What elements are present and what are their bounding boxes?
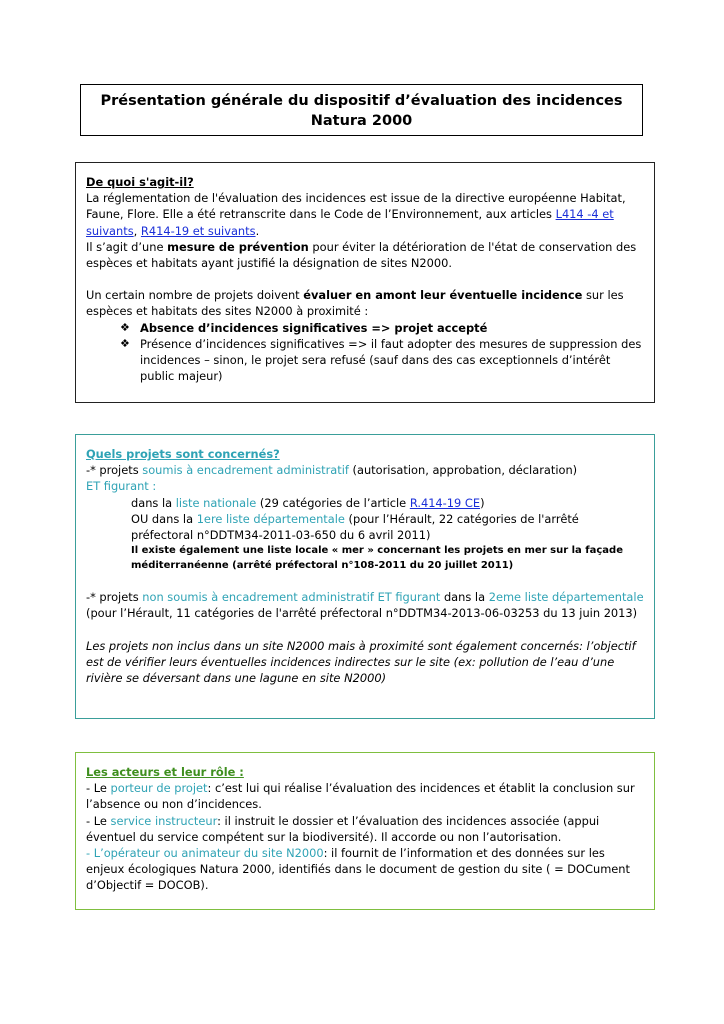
- text: ): [480, 495, 485, 510]
- text: - Le: [86, 781, 111, 796]
- list-item: ❖ Absence d’incidences significatives => projet accepté: [120, 320, 644, 336]
- highlight-text: service instructeur: [110, 813, 218, 828]
- text: (autorisation, approbation, déclaration): [348, 463, 578, 478]
- text: .: [255, 223, 260, 238]
- highlight-text: porteur de projet: [110, 781, 208, 796]
- section-heading: Les acteurs et leur rôle :: [86, 765, 244, 779]
- list-item: ❖ Présence d’incidences significatives => il faut adopter des mesures de suppression des incidences – sinon, le projet sera refusé (sauf dans des cas exceptionnels d’intérêt public majeur): [120, 336, 644, 385]
- line-and-listed: ET figurant :: [86, 479, 157, 494]
- role-site-operator: [86, 845, 644, 894]
- text: (29 catégories de l’article: [256, 495, 410, 510]
- text: : c’est lui qui réalise l’évaluation des incidences et établit la conclusion sur l’absence ou non d’incidences.: [86, 781, 635, 812]
- text: : il fournit de l’information et des données sur les enjeux écologiques Natura 2000, identifiés dans le document de gestion du site ( = DOCument d’Objectif = DOCOB).: [86, 846, 630, 893]
- text: -* projets: [86, 463, 143, 478]
- section-heading: Quels projets sont concernés?: [86, 447, 280, 461]
- text: (pour l’Hérault, 22 catégories de l'arrêté préfectoral n°DDTM34-2011-03-650 du 6 avril 2011): [131, 511, 579, 543]
- bold-text: évaluer en amont leur éventuelle incidence: [303, 288, 583, 303]
- text: Un certain nombre de projets doivent: [86, 288, 304, 303]
- line-projects-not-subject: [86, 589, 644, 621]
- highlight-text: soumis à encadrement administratif: [142, 463, 349, 478]
- line-national-list: [131, 495, 644, 511]
- highlight-text: non soumis à encadrement administratif ET figurant: [142, 590, 441, 605]
- link-r414-19-ce[interactable]: R.414-19 CE: [409, 495, 481, 510]
- highlight-text: liste nationale: [175, 495, 257, 510]
- highlight-text: - L’opérateur ou animateur du site N2000: [86, 846, 324, 861]
- page-title: [80, 84, 643, 136]
- section-projects-concerned: [75, 434, 655, 719]
- title-line-1: Présentation générale du dispositif d’évaluation des incidences: [100, 93, 623, 109]
- paragraph-evaluation: [86, 287, 644, 319]
- text: sur les espèces et habitats des sites N2000 à proximité :: [86, 288, 624, 319]
- paragraph-regulation: [86, 190, 644, 239]
- section-what-is-it: [75, 162, 655, 403]
- line-departmental-list: [131, 511, 644, 543]
- line-projects-subject: [86, 462, 644, 478]
- text: ,: [133, 223, 141, 238]
- link-l414-4[interactable]: L414 -4 et suivants: [86, 207, 614, 238]
- role-instructing-service: [86, 813, 644, 845]
- text: -* projets: [86, 590, 143, 605]
- role-project-owner: [86, 780, 644, 812]
- outcome-list: [86, 320, 644, 385]
- section-actors: [75, 752, 655, 910]
- link-r414-19[interactable]: R414-19 et suivants: [140, 223, 256, 238]
- list-criteria: [86, 495, 644, 574]
- line-sea-list: Il existe également une liste locale « mer » concernant les projets en mer sur la façade méditerranéenne (arrêté préfectoral n°108-2011 du 20 juillet 2011): [131, 545, 623, 572]
- text: (pour l’Hérault, 11 catégories de l'arrêté préfectoral n°DDTM34-2013-06-03253 du 13 juin 2013): [86, 606, 638, 621]
- section-heading: De quoi s'agit-il?: [86, 175, 194, 189]
- text: - Le: [86, 813, 111, 828]
- bold-text: mesure de prévention: [167, 239, 309, 254]
- text: pour éviter la détérioration de l'état de conservation des espèces et habitats ayant justifié la désignation de sites N2000.: [86, 239, 637, 271]
- title-line-2: Natura 2000: [310, 113, 413, 129]
- highlight-text: 2eme liste départementale: [488, 590, 644, 605]
- note-nearby-projects: Les projets non inclus dans un site N2000 mais à proximité sont également concernés: l’objectif est de vérifier leurs éventuelles incidences indirectes sur le site (ex: pollution de l’eau d’une rivière se déversant dans une lagune en site N2000): [86, 638, 636, 686]
- text: dans la: [440, 590, 489, 605]
- text: : il instruit le dossier et l’évaluation des incidences associée (appui éventuel du service compétent sur la biodiversité). Il accorde ou non l’autorisation.: [86, 813, 600, 844]
- text: OU dans la: [131, 511, 197, 526]
- text: La réglementation de l'évaluation des incidences est issue de la directive européenne Habitat, Faune, Flore. Elle a été retranscrite dans le Code de l’Environnement, aux articles: [86, 191, 626, 222]
- highlight-text: 1ere liste départementale: [196, 511, 345, 526]
- text: dans la: [131, 495, 176, 510]
- text: Il s’agit d’une: [86, 239, 168, 254]
- paragraph-prevention: [86, 239, 644, 271]
